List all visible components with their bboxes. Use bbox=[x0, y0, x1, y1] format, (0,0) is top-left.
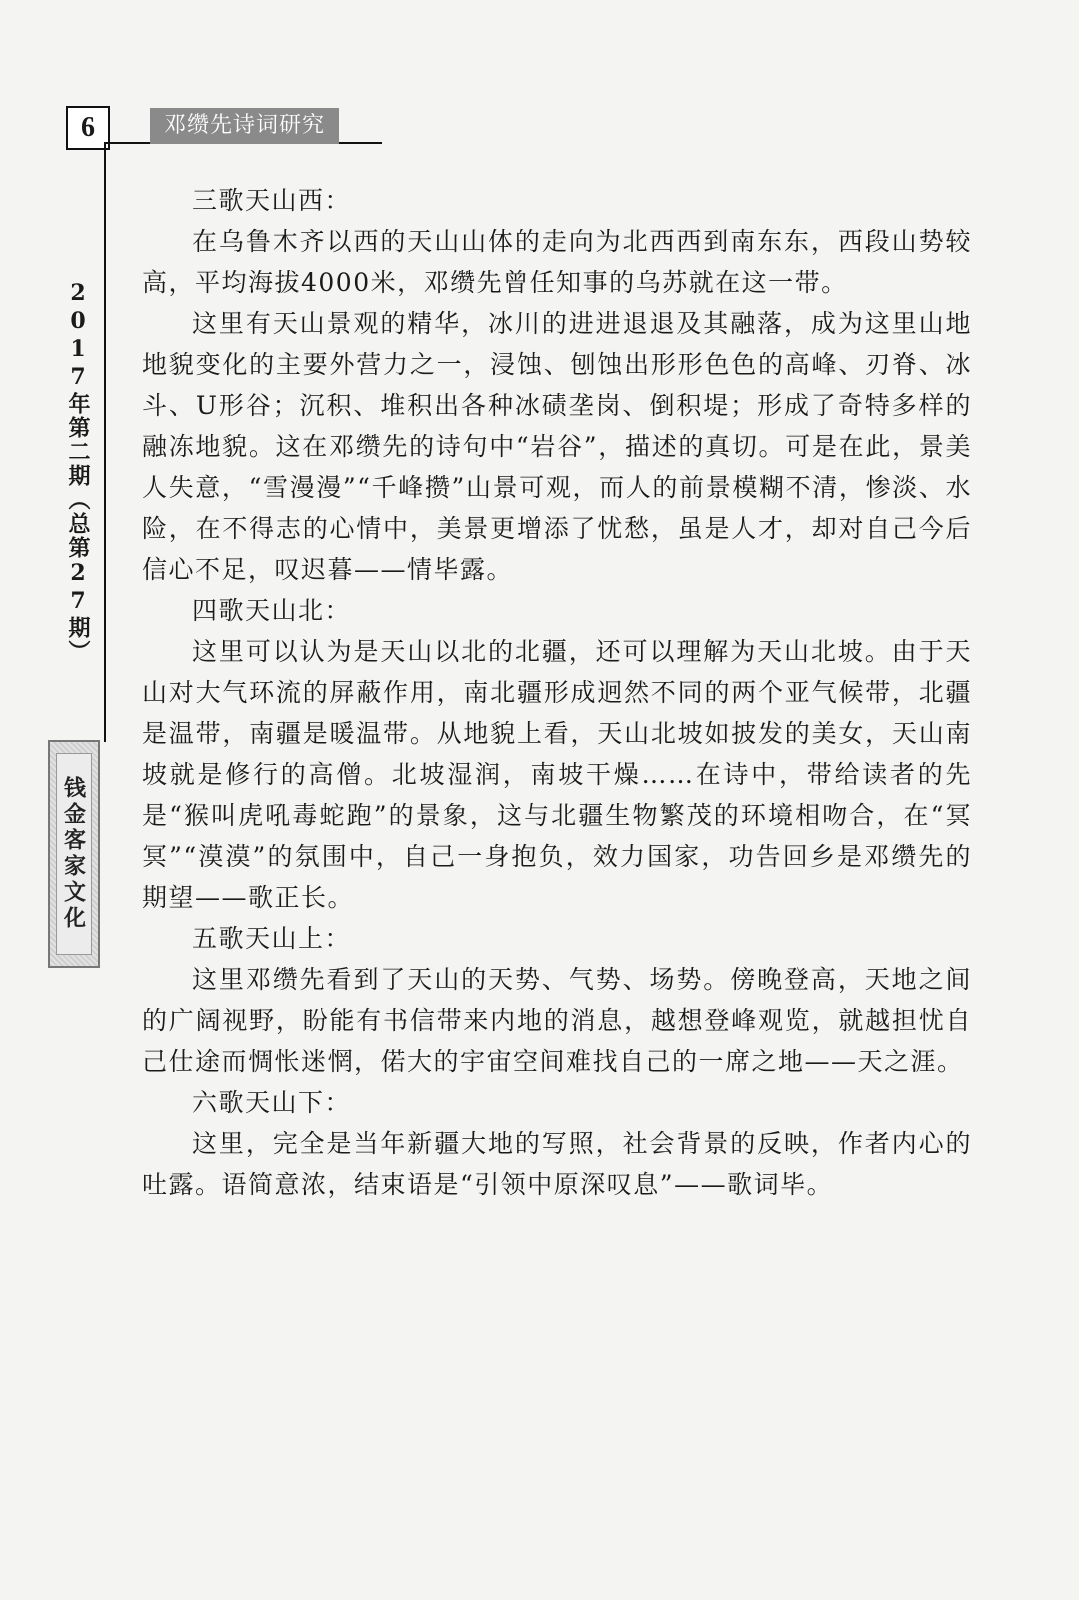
issue-label: 2017年第二期（总第27期） bbox=[65, 280, 91, 664]
margin-rule bbox=[104, 142, 106, 742]
section-heading: 五歌天山上： bbox=[192, 924, 352, 953]
page-number: 6 bbox=[66, 106, 110, 150]
paragraph: 这里可以认为是天山以北的北疆，还可以理解为天山北坡。由于天山对大气环流的屏蔽作用，南北疆形成迥然不同的两个亚气候带，北疆是温带，南疆是暖温带。从地貌上看，天山北坡如披发的美女，天山南坡就是修行的高僧。北坡湿润，南坡干燥……在诗中，带给读者的先是“猴叫虎吼毒蛇跑”的景象，这与北疆生物繁茂的环境相吻合，在“冥冥”“漠漠”的氛围中，自己一身抱负，效力国家，功告回乡是邓缵先的期望——歌正长。 bbox=[142, 637, 972, 912]
running-title: 邓缵先诗词研究 bbox=[150, 108, 339, 144]
paragraph: 这里有天山景观的精华，冰川的进进退退及其融落，成为这里山地地貌变化的主要外营力之一，浸蚀、刨蚀出形形色色的高峰、刃脊、冰斗、U形谷；沉积、堆积出各种冰碛垄岗、倒积堤；形成了奇特多样的融冻地貌。这在邓缵先的诗句中“岩谷”，描述的真切。可是在此，景美人失意，“雪漫漫”“千峰攒”山景可观，而人的前景模糊不清，惨淡、水险，在不得志的心情中，美景更增添了忧愁，虽是人才，却对自己今后信心不足，叹迟暮——情毕露。 bbox=[142, 309, 972, 584]
emblem-text: 钱金客家文化 bbox=[60, 776, 87, 932]
paragraph: 在乌鲁木齐以西的天山山体的走向为北西西到南东东，西段山势较高，平均海拔4000米，邓缵先曾任知事的乌苏就在这一带。 bbox=[142, 227, 972, 297]
paragraph: 这里，完全是当年新疆大地的写照，社会背景的反映，作者内心的吐露。语简意浓，结束语是“引领中原深叹息”——歌词毕。 bbox=[142, 1129, 972, 1199]
section-heading: 六歌天山下： bbox=[192, 1088, 352, 1117]
section-heading: 三歌天山西： bbox=[192, 186, 352, 215]
paragraph: 这里邓缵先看到了天山的天势、气势、场势。傍晚登高，天地之间的广阔视野，盼能有书信带来内地的消息，越想登峰观览，就越担忧自己仕途而惆怅迷惘，偌大的宇宙空间难找自己的一席之地——天之涯。 bbox=[142, 965, 972, 1076]
article-body bbox=[142, 180, 972, 1205]
journal-emblem bbox=[48, 740, 100, 968]
section-heading: 四歌天山北： bbox=[192, 596, 352, 625]
emblem-inner-panel bbox=[56, 753, 92, 955]
